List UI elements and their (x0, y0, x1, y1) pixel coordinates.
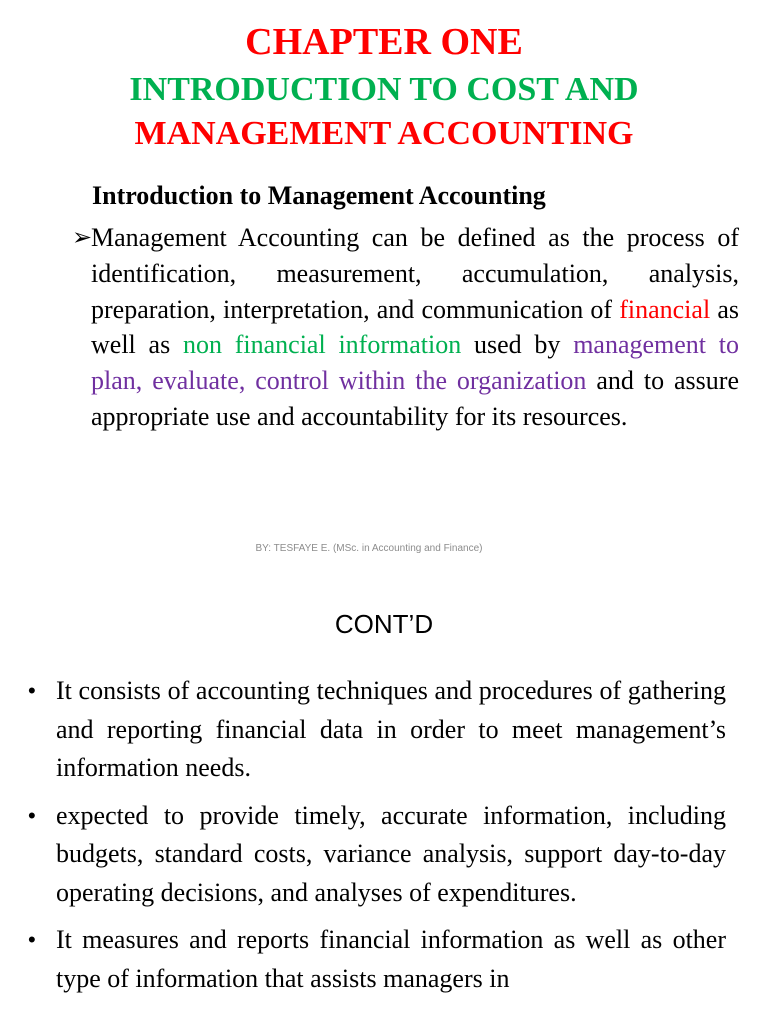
list-item (28, 921, 726, 998)
highlight-management-phrase: management to plan, evaluate, control within the organization (91, 330, 740, 396)
bullet-text: expected to provide timely, accurate information, including budgets, standard costs, variance analysis, support day-to-day operating decisions, and analyses of expenditures. (56, 800, 726, 907)
highlight-financial: financial (619, 294, 711, 324)
bullet-text: It measures and reports financial information as well as other type of information that assists managers in (56, 925, 726, 993)
definition-text-4: and to assure appropriate use and accountability for its resources. (91, 366, 739, 431)
contd-heading: CONT’D (334, 609, 434, 639)
title-line-1: INTRODUCTION TO COST AND (129, 71, 639, 108)
definition-text-3: used by (461, 330, 574, 360)
chapter-title: CHAPTER ONE (245, 21, 523, 63)
bullet-text: It consists of accounting techniques and procedures of gathering and reporting financial data in order to meet management’s information needs. (56, 676, 726, 782)
slide-2 (0, 580, 768, 1024)
section-subheading: Introduction to Management Accounting (92, 181, 546, 210)
definition-paragraph (91, 220, 739, 435)
slide-footer: BY: TESFAYE E. (MSc. in Accounting and Finance) (255, 543, 483, 554)
bullet-dot-icon: • (28, 927, 36, 952)
bullet-list (28, 672, 726, 1007)
list-item (28, 797, 726, 913)
highlight-non-financial: non financial information (182, 330, 462, 360)
definition-block (72, 220, 739, 435)
title-line-2: MANAGEMENT ACCOUNTING (134, 115, 634, 152)
bullet-dot-icon: • (28, 802, 36, 828)
arrow-bullet-icon: ➢ (72, 225, 93, 251)
list-item (28, 672, 726, 788)
bullet-dot-icon: • (28, 678, 36, 703)
definition-text-1: Management Accounting can be defined as the process of identification, measurement, accumulation, analysis, preparation, interpretation, and communication of (91, 223, 739, 324)
definition-text-2: as well as (91, 294, 739, 360)
